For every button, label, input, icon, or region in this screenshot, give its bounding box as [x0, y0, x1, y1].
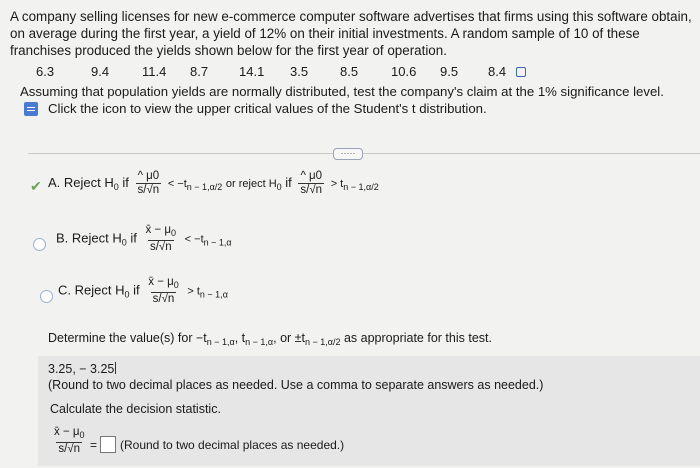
option-c-letter: C. — [58, 282, 71, 298]
rounding-instructions: (Round to two decimal places as needed. Use a comma to separate answers as needed.) — [48, 378, 544, 392]
calc-label: Calculate the decision statistic. — [50, 402, 221, 416]
if-word: if — [122, 174, 129, 190]
option-b-text: Reject H — [71, 230, 122, 246]
table-link-row[interactable] — [24, 101, 487, 116]
assumption-text: Assuming that population yields are normally distributed, test the company's claim at the 1% significance level. — [20, 84, 664, 99]
h0-sub: 0 — [113, 181, 119, 192]
t-subscript: n − 1,α/2 — [186, 181, 223, 192]
h0-sub: 0 — [124, 289, 130, 300]
data-value: 10.6 — [391, 64, 417, 79]
problem-statement: A company selling licenses for new e-commerce computer software advertises that firms using this software obtain, on average during the first year, a yield of 12% on their initial investments. A random sample of 10 of these franchises produced the yields shown below for the first year of operation. — [10, 9, 692, 58]
decision-statistic-fraction — [52, 426, 98, 456]
copy-data-icon[interactable] — [516, 67, 526, 77]
rounding-instructions-2: (Round to two decimal places as needed.) — [120, 438, 345, 452]
fraction-denominator: s/√n — [137, 184, 160, 196]
data-value: 8.7 — [190, 64, 209, 79]
fraction-denominator: s/√n — [300, 184, 323, 196]
answer-value: 3.25, − 3.25 — [48, 362, 115, 376]
more-button[interactable]: ····· — [333, 148, 363, 160]
critical-values-answer[interactable] — [48, 362, 116, 376]
or-reject: or reject H — [225, 177, 277, 190]
fraction-numerator: ^ μ0 — [137, 170, 160, 182]
h0-sub: 0 — [276, 181, 282, 192]
correct-check-icon: ✔ — [30, 178, 42, 194]
divider — [28, 153, 700, 154]
relation: < −t — [167, 177, 187, 190]
h0-sub: 0 — [121, 237, 127, 248]
data-value: 6.3 — [36, 64, 55, 79]
fraction-denominator: s/√n — [149, 241, 172, 253]
fraction-denominator: s/√n — [58, 443, 81, 455]
option-c-radio[interactable] — [40, 290, 53, 303]
fraction-numerator: x̄ − $\mu_0$ — [54, 426, 85, 440]
test-statistic-fraction — [144, 224, 179, 254]
fraction-denominator: s/√n — [152, 293, 175, 305]
option-b[interactable] — [56, 224, 232, 254]
if-word: if — [133, 282, 140, 298]
option-a-letter: A. — [48, 174, 61, 190]
option-b-letter: B. — [56, 230, 69, 246]
if-word: if — [285, 174, 292, 190]
data-value: 14.1 — [239, 64, 265, 79]
option-a-text: Reject H — [63, 174, 114, 190]
option-b-radio[interactable] — [33, 238, 46, 251]
option-c-text: Reject H — [74, 282, 125, 298]
critical-value-question: Determine the value(s) for $-t_{n - 1,\alpha}$, $t_{n - 1,\alpha}$, or $\pm t_{n - 1,\alpha/2}$ as appropriate for this test. — [48, 331, 492, 347]
decision-statistic-input[interactable] — [100, 436, 116, 453]
data-value: 3.5 — [290, 64, 309, 79]
data-value: 9.4 — [91, 64, 110, 79]
equals-sign: = — [90, 438, 98, 452]
fraction-numerator: x̄ − $\mu_0$ — [145, 224, 177, 238]
test-statistic-fraction — [298, 170, 324, 197]
fraction-numerator: ^ μ0 — [300, 170, 323, 182]
t-subscript: n − 1,α/2 — [343, 181, 379, 192]
data-value: 8.4 — [488, 64, 507, 79]
t-table-icon[interactable] — [24, 102, 38, 116]
data-value: 9.5 — [440, 64, 459, 79]
text-cursor — [115, 362, 116, 374]
t-subscript: n − 1,α — [203, 237, 232, 248]
t-subscript: n − 1,α — [199, 289, 228, 300]
data-value: 11.4 — [142, 64, 167, 79]
test-statistic-fraction — [146, 276, 181, 306]
relation: > t — [187, 285, 200, 298]
table-link-text: Click the icon to view the upper critical values of the Student's t distribution. — [48, 101, 487, 116]
option-c[interactable] — [58, 276, 228, 306]
relation: > t — [330, 177, 344, 190]
fraction-numerator: x̄ − $\mu_0$ — [148, 276, 179, 290]
if-word: if — [130, 230, 137, 246]
option-a[interactable] — [48, 170, 379, 197]
data-value: 8.5 — [340, 64, 359, 79]
test-statistic-fraction — [136, 170, 162, 197]
relation: < −t — [184, 233, 204, 246]
